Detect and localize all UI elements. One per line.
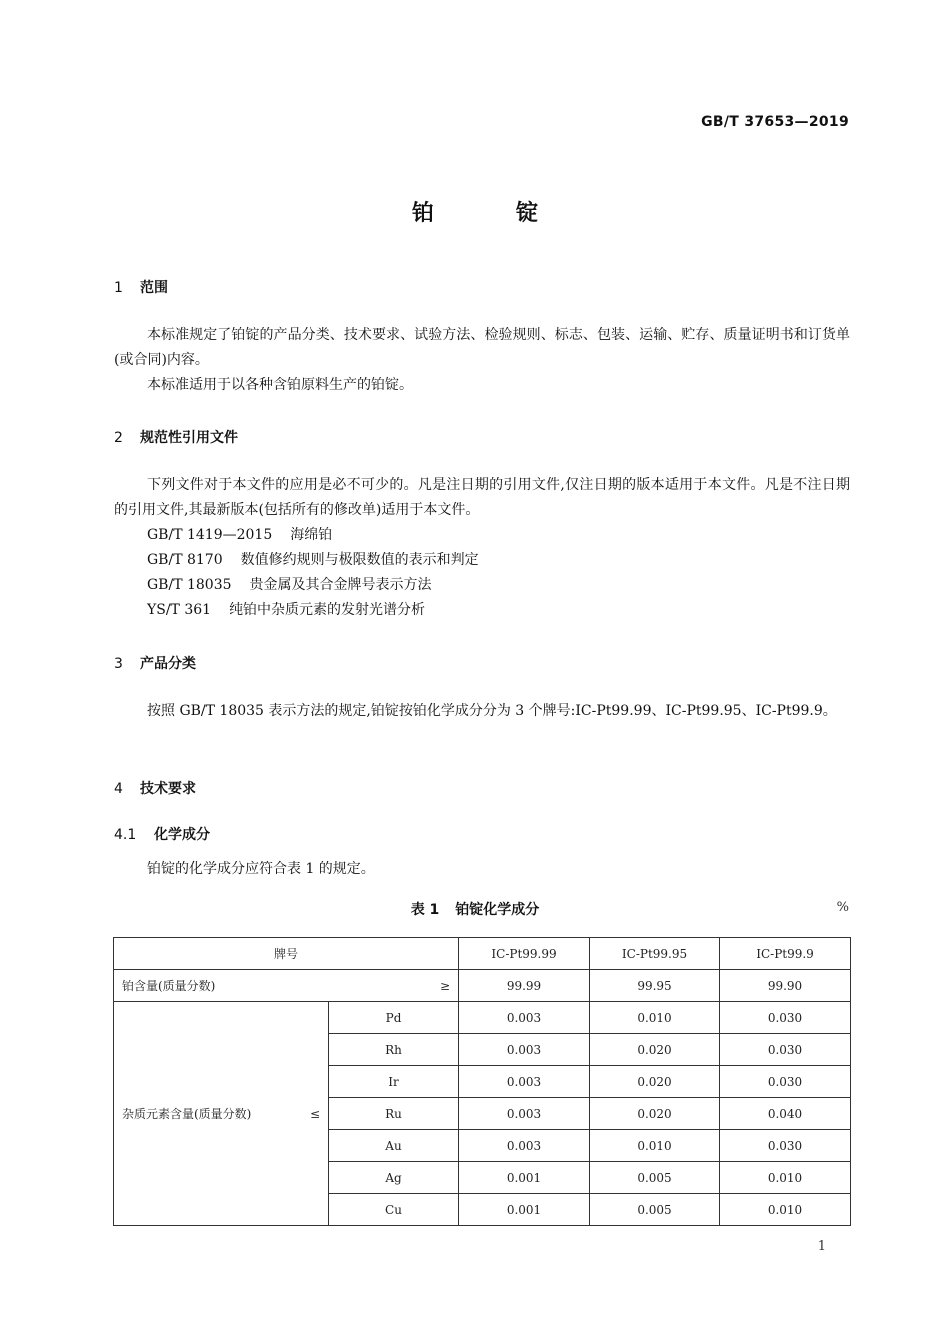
table-caption-title: 铂锭化学成分 [455,902,540,918]
element-cell: Pd [329,1002,459,1034]
table-cell: 0.010 [590,1130,720,1162]
table-row [114,970,851,1002]
table-cell: 0.020 [590,1066,720,1098]
reference-item [147,525,332,545]
table-cell: 0.030 [720,1130,851,1162]
table-cell: 0.003 [459,1002,590,1034]
element-cell: Ag [329,1162,459,1194]
section-title: 产品分类 [140,656,196,672]
table-cell: 0.040 [720,1098,851,1130]
header-cell-grade: 牌号 [114,938,459,970]
section-number: 4 [114,781,123,797]
table-cell: 99.90 [720,970,851,1002]
section-number: 4.1 [114,827,137,843]
table-cell: 0.030 [720,1066,851,1098]
section-3-heading [114,653,196,673]
page-number: 1 [817,1239,826,1254]
impurity-label: 杂质元素含量(质量分数) [122,1107,252,1121]
element-cell: Ru [329,1098,459,1130]
section-number: 1 [114,280,123,296]
pt-content-label-cell [114,970,459,1002]
le-symbol: ≤ [309,1106,320,1121]
ge-symbol: ≥ [439,978,451,993]
standard-code: GB/T 37653—2019 [701,114,849,130]
reference-item [147,600,425,620]
section-title: 范围 [140,280,168,296]
element-cell: Au [329,1130,459,1162]
section-1-heading [114,277,168,297]
section-4-1-heading [114,824,210,844]
table-cell: 0.001 [459,1194,590,1226]
header-cell: IC-Pt99.99 [459,938,590,970]
section-4-heading [114,778,196,798]
reference-code: GB/T 1419—2015 [147,527,273,543]
table-cell: 0.005 [590,1194,720,1226]
header-cell: IC-Pt99.9 [720,938,851,970]
table-caption-label: 表 1 [410,902,440,918]
section-number: 3 [114,656,123,672]
table-cell: 0.020 [590,1034,720,1066]
element-cell: Cu [329,1194,459,1226]
element-cell: Ir [329,1066,459,1098]
table-cell: 0.001 [459,1162,590,1194]
table-caption [0,899,950,919]
section-title: 化学成分 [154,827,210,843]
section-number: 2 [114,430,123,446]
document-title: 铂锭 [411,201,620,226]
section-4-1-paragraph-1: 铂锭的化学成分应符合表 1 的规定。 [147,861,375,877]
table-cell: 0.003 [459,1098,590,1130]
reference-code: GB/T 8170 [147,552,223,568]
section-title: 技术要求 [140,781,196,797]
reference-title: 数值修约规则与极限数值的表示和判定 [240,552,479,568]
table-cell: 0.030 [720,1034,851,1066]
table-cell: 99.95 [590,970,720,1002]
table-cell: 0.010 [720,1194,851,1226]
reference-code: YS/T 361 [147,602,212,618]
reference-code: GB/T 18035 [147,577,232,593]
section-2-paragraph-1: 下列文件对于本文件的应用是必不可少的。凡是注日期的引用文件,仅注日期的版本适用于本文件。凡是不注日期的引用文件,其最新版本(包括所有的修改单)适用于本文件。 [114,477,850,518]
table-cell: 0.003 [459,1066,590,1098]
header-cell: IC-Pt99.95 [590,938,720,970]
table-cell: 0.005 [590,1162,720,1194]
table-row [114,1002,851,1034]
reference-title: 海绵铂 [290,527,333,543]
section-3-paragraph-1: 按照 GB/T 18035 表示方法的规定,铂锭按铂化学成分分为 3 个牌号:IC-Pt99.99、IC-Pt99.95、IC-Pt99.9。 [147,703,837,719]
table-cell: 0.010 [590,1002,720,1034]
reference-item [147,575,432,595]
table-cell: 99.99 [459,970,590,1002]
table-cell: 0.030 [720,1002,851,1034]
table-cell: 0.010 [720,1162,851,1194]
section-2-heading [114,427,238,447]
table-unit: % [836,900,849,915]
table-cell: 0.020 [590,1098,720,1130]
section-1-paragraph-1: 本标准规定了铂锭的产品分类、技术要求、试验方法、检验规则、标志、包装、运输、贮存、质量证明书和订货单(或合同)内容。 [114,327,850,368]
section-1-paragraph-2: 本标准适用于以各种含铂原料生产的铂锭。 [147,377,413,393]
pt-content-label: 铂含量(质量分数) [122,979,216,993]
chemical-composition-table [113,937,851,1226]
section-title: 规范性引用文件 [140,430,238,446]
element-cell: Rh [329,1034,459,1066]
impurity-label-cell [114,1002,329,1226]
reference-item [147,550,479,570]
table-cell: 0.003 [459,1034,590,1066]
reference-title: 贵金属及其合金牌号表示方法 [249,577,432,593]
table-header-row [114,938,851,970]
table-cell: 0.003 [459,1130,590,1162]
reference-title: 纯铂中杂质元素的发射光谱分析 [229,602,426,618]
